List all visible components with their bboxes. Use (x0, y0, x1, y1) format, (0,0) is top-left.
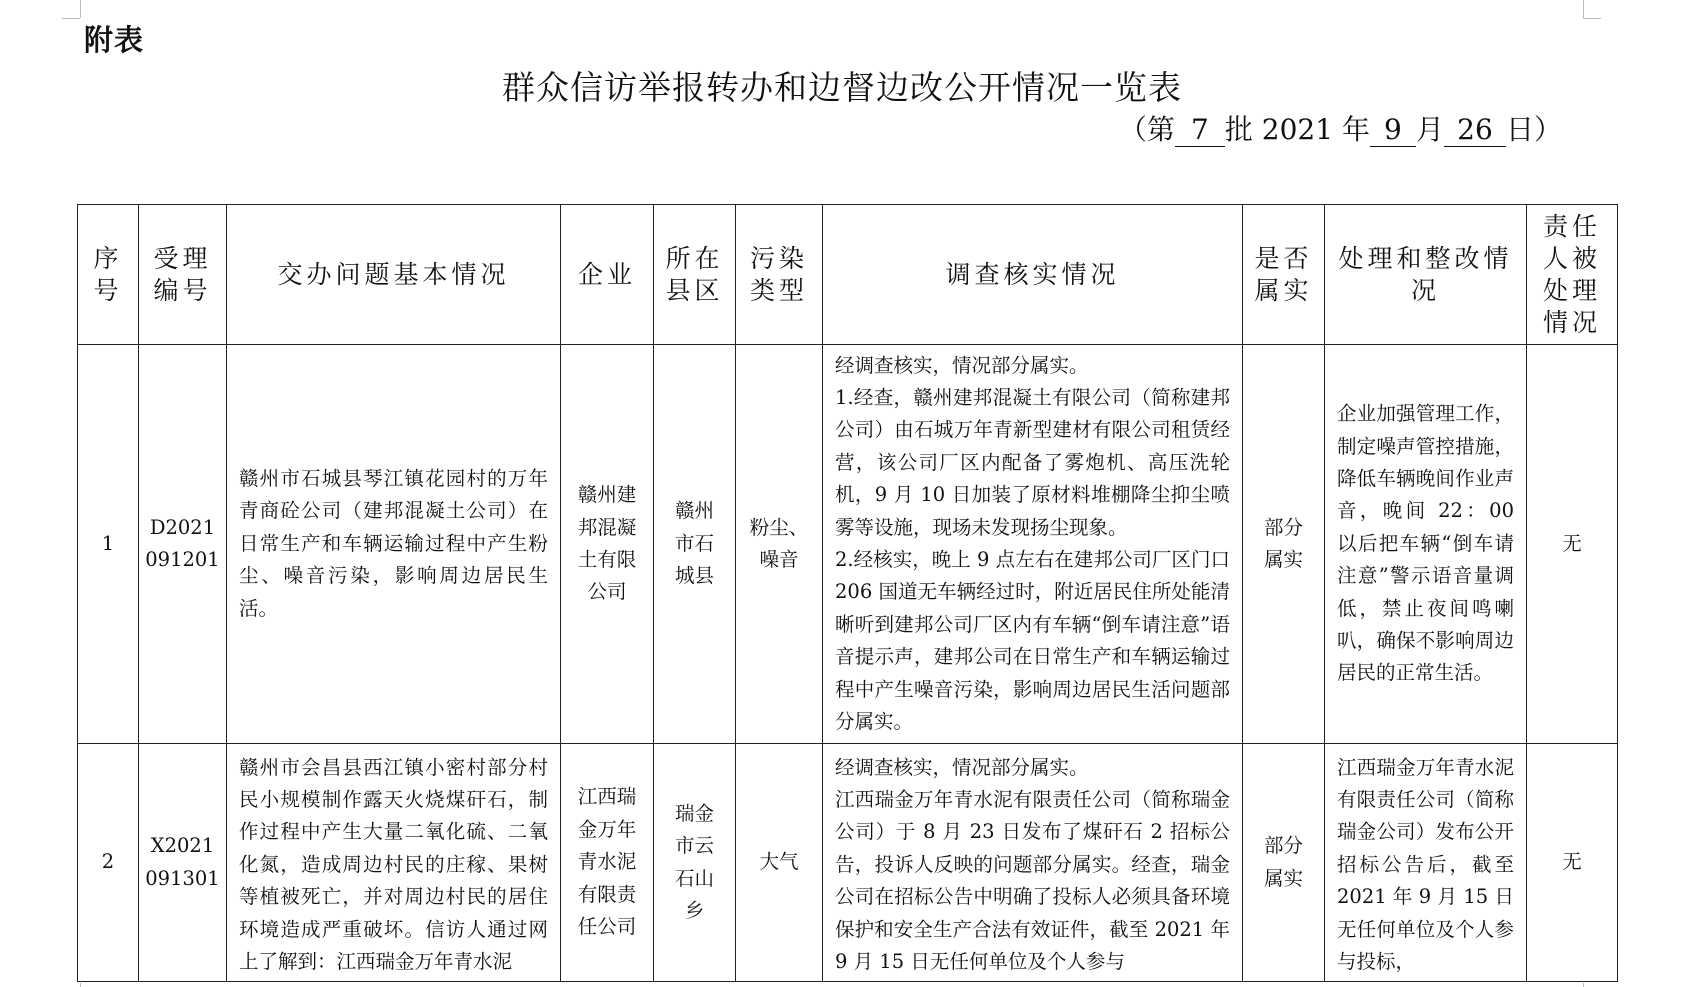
row-handling-text: 江西瑞金万年青水泥有限责任公司（简称瑞金公司）发布公开招标公告后，截至 2021 年 9 月 15 日无任何单位及个人参与投标， (1337, 755, 1514, 973)
row-investigation-text: 经调查核实，情况部分属实。 江西瑞金万年青水泥有限责任公司（简称瑞金公司）于 8 月 23 日发布了煤矸石 2 招标公告，投诉人反映的问题部分属实。经查，瑞金公司在招标公告中明确了投标人必须具备环境保护和安全生产合法有效证件，截至 2021 年 9 月 15 日无任何单位及个人参与 (835, 755, 1230, 973)
row-pollution: 粉尘、噪音 (736, 345, 823, 744)
row-handling: 企业加强管理工作，制定噪声管控措施，降低车辆晚间作业声音，晚间 22：00 以后把车辆“倒车请注意”警示语音量调低，禁止夜间鸣喇叭，确保不影响周边居民的正常生活。 (1325, 345, 1527, 744)
batch-date-line (1119, 108, 1562, 148)
complaint-table (77, 204, 1618, 982)
row-problem-text: 赣州市会昌县西江镇小密村部分村民小规模制作露天火烧煤矸石，制作过程中产生大量二氧化硫、二氧化氮，造成周边村民的庄稼、果树等植被死亡，并对周边村民的居住环境造成严重破坏。信访人通过网上了解到：江西瑞金万年青水泥 (239, 755, 548, 973)
header-pollution: 污染类型 (736, 205, 823, 345)
row-district: 瑞金市云石山乡 (654, 744, 736, 982)
row-seq: 2 (78, 744, 139, 982)
header-case-no: 受理编号 (139, 205, 227, 345)
crop-mark (62, 18, 80, 19)
row-handling (1325, 744, 1527, 982)
header-investigation: 调查核实情况 (823, 205, 1243, 345)
table-header-row (78, 205, 1618, 345)
table-row (78, 744, 1618, 982)
row-district: 赣州市石城县 (654, 345, 736, 744)
crop-mark (80, 983, 81, 987)
crop-mark (80, 0, 81, 18)
crop-mark (1583, 18, 1601, 19)
header-accountability: 责任人被处理情况 (1527, 205, 1618, 345)
batch-prefix: （第 (1118, 113, 1175, 146)
row-problem: 赣州市石城县琴江镇花园村的万年青商砼公司（建邦混凝土公司）在日常生产和车辆运输过程中产生粉尘、噪音污染，影响周边居民生活。 (227, 345, 561, 744)
batch-month-text: 月 (1415, 113, 1444, 146)
row-verified: 部分属实 (1243, 744, 1325, 982)
row-company: 江西瑞金万年青水泥有限责任公司 (561, 744, 654, 982)
header-seq: 序号 (78, 205, 139, 345)
batch-suffix: 日） (1505, 113, 1562, 146)
page-title: 群众信访举报转办和边督边改公开情况一览表 (502, 68, 1182, 107)
row-case-no: X2021091301 (139, 744, 227, 982)
header-handling: 处理和整改情况 (1325, 205, 1527, 345)
row-problem (227, 744, 561, 982)
crop-mark (1583, 0, 1584, 18)
row-investigation (823, 744, 1243, 982)
row-accountability: 无 (1527, 744, 1618, 982)
batch-day: 26 (1444, 114, 1506, 147)
header-verified: 是否属实 (1243, 205, 1325, 345)
attachment-label: 附表 (84, 23, 145, 57)
header-company: 企业 (561, 205, 654, 345)
crop-mark (1583, 983, 1584, 987)
batch-month: 9 (1370, 114, 1416, 147)
row-investigation: 经调查核实，情况部分属实。 1.经查，赣州建邦混凝土有限公司（简称建邦公司）由石城万年青新型建材有限公司租赁经营，该公司厂区内配备了雾炮机、高压洗轮机，9 月 10 日加装了原材料堆棚降尘抑尘喷雾等设施，现场未发现扬尘现象。 2.经核实，晚上 9 点左右在建邦公司厂区门口 206 国道无车辆经过时，附近居民住所处能清晰听到建邦公司厂区内有车辆“倒车请注意”语音提示声，建邦公司在日常生产和车辆运输过程中产生噪音污染，影响周边居民生活问题部分属实。 (823, 345, 1243, 744)
header-problem: 交办问题基本情况 (227, 205, 561, 345)
row-verified: 部分属实 (1243, 345, 1325, 744)
row-company: 赣州建邦混凝土有限公司 (561, 345, 654, 744)
row-seq: 1 (78, 345, 139, 744)
row-case-no: D2021091201 (139, 345, 227, 744)
batch-year-text: 批 2021 年 (1224, 113, 1370, 146)
header-district: 所在县区 (654, 205, 736, 345)
row-accountability: 无 (1527, 345, 1618, 744)
table-row (78, 345, 1618, 744)
row-pollution: 大气 (736, 744, 823, 982)
batch-number: 7 (1175, 114, 1225, 147)
